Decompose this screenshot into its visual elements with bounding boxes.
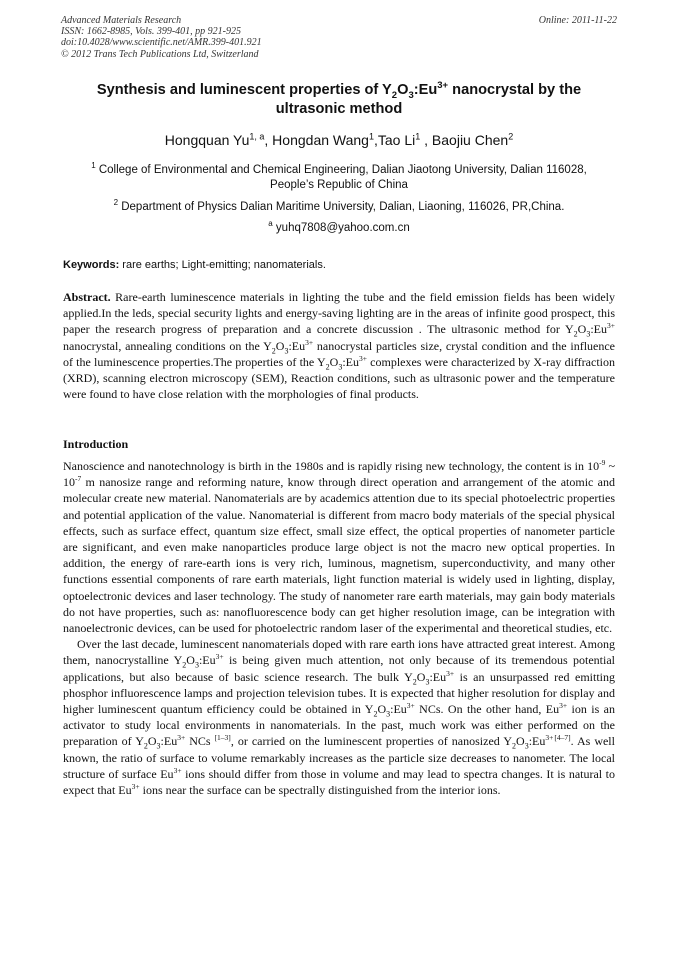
title-text: Synthesis and luminescent properties of Y [96, 82, 392, 98]
affiliation-text: College of Environmental and Chemical Engineering, Dalian Jiaotong University, Dalian 116028, [95, 164, 587, 176]
formula-sub: 2 [271, 346, 276, 355]
paragraph-text: is an unsurpassed red emitting phosphor influorescence lamps and projection television tubes. It is expected that higher resolution for display and higher luminescent quantum efficiency could be obtained in Y [63, 669, 616, 717]
formula-sup: 3+ [215, 652, 224, 662]
formula-text: :Eu [528, 734, 546, 749]
online-date: Online: 2011-11-22 [538, 15, 617, 26]
formula-sub: 2 [512, 741, 517, 751]
formula-text: :Eu [160, 734, 178, 749]
title-text: :Eu [413, 82, 438, 98]
formula-sup: 3+ [545, 733, 554, 743]
formula-sub: 3 [386, 709, 391, 719]
email-address: yuhq7808@yahoo.com.cn [272, 222, 410, 234]
title-sup: 3+ [437, 80, 449, 92]
abstract-text: nanocrystal, annealing conditions on the Y [63, 338, 272, 353]
citation-ref: [1–3] [214, 733, 231, 743]
author-affiliation-mark: 1 [368, 131, 374, 142]
author-email [61, 221, 617, 236]
exponent: -7 [75, 474, 82, 484]
journal-doi: doi:10.4028/www.scientific.net/AMR.399-401.921 [61, 37, 262, 49]
author-affiliation-mark: 1 [415, 131, 421, 142]
formula-text: :Eu [342, 354, 359, 369]
keywords-text: rare earths; Light-emitting; nanomaterials. [119, 259, 326, 271]
paragraph-text: ~ 10 [63, 459, 615, 490]
formula-sup: 3+ [607, 321, 615, 331]
keywords-label: Keywords: [63, 259, 120, 271]
author-name: , Baojiu Chen [420, 132, 509, 148]
paragraph [63, 636, 615, 798]
formula-text: :Eu [390, 702, 407, 717]
introduction-body [63, 458, 615, 798]
author-name: Hongquan Yu [164, 132, 250, 148]
title-line-2: ultrasonic method [275, 101, 403, 117]
author-list [61, 131, 617, 149]
affiliation-2 [61, 200, 617, 215]
paragraph-text: NCs. On the other hand, Eu [414, 702, 560, 717]
formula-sub: 3 [524, 741, 529, 751]
abstract-text: nanocrystal particles size, crystal condition and the influence of the luminescence properties.The properties of the Y [63, 338, 616, 369]
formula-text: :Eu [198, 653, 216, 668]
formula-sup: 3+ [305, 337, 314, 347]
paragraph-text: , or carried on the luminescent properties of nanosized Y [230, 734, 513, 749]
citation-ref: [4–7] [554, 733, 571, 743]
abstract-text: complexes were characterized by X-ray diffraction (XRD), scanning electron microscopy (SEM), Reaction conditions, such as ultrasonic power and the temperature were found to have close relation with the morphologies of final products. [63, 354, 615, 402]
abstract-label: Abstract. [63, 290, 111, 304]
email-mark: a [268, 219, 273, 229]
affiliation-1 [61, 163, 617, 193]
formula-sub: 2 [325, 362, 330, 372]
abstract [63, 289, 615, 402]
exponent: -9 [599, 458, 606, 467]
paper-title [61, 81, 617, 119]
affiliation-text: People’s Republic of China [270, 179, 408, 191]
paragraph-text: m nanosize range and reforming nature, know through direct operation and arrangement of the atomic and molecular create new material. Nanomaterials are by academics attention due to its special photoelectric properties and potential application of the value. Nanomaterial is different from macro body materials of the special physical effects, such as surface effect, quantum size effect, small size effect, the optical properties of nanometer particle are significant, and even make nanoparticles produce large object is not the macro new optical properties. In addition, the energy of rare-earth ions is very rich, luminous, magnetism, superconductivity, and many other functions essential components of rare earth materials, light function material is widely used in lighting, display, optoelectronic devices and laser technology. The study of nanometer rare earth materials, may gain body materials do not have properties, such as: nanofluorescence body can get higher resolution image, can be integration with nanoelectronic devices, can be used for photoelectric random laser of the experimental and theoretical studies, etc. [63, 475, 615, 636]
formula-sub: 3 [586, 329, 591, 339]
journal-header [61, 15, 617, 60]
paragraph-text: is being given much attention, not only because of its tremendous potential applications, but also because of basic science research. The bulk Y [63, 653, 615, 684]
formula-sup: 3+ [173, 765, 182, 775]
formula-sup: 3+ [177, 733, 186, 743]
formula-sub: 2 [573, 329, 578, 339]
formula-sub: 3 [156, 741, 161, 751]
abstract-text: Rare-earth luminescence materials in lighting the tube and the field emission fields has been widely applied.In the leds, special security lights and energy-saving lighting are in the areas of infinite good prospect, this paper the research progress of preparation and a concrete discussion . The ultrasonic method for Y [63, 290, 615, 337]
formula-sub: 2 [373, 709, 378, 719]
paragraph-text: ion is an activator to study local environments in nanomaterials. In the past, much work was either performed on the preparation of Y [63, 702, 615, 749]
formula-text: O [416, 669, 426, 684]
formula-sub: 2 [412, 677, 417, 687]
journal-name: Advanced Materials Research [61, 15, 182, 26]
journal-copyright: © 2012 Trans Tech Publications Ltd, Switzerland [61, 48, 259, 60]
paragraph-text: ions near the surface can be spectrally distinguished from the interior ions. [139, 783, 501, 798]
formula-text: O [377, 702, 387, 717]
keywords [63, 258, 617, 272]
author-affiliation-mark: 1, a [249, 131, 265, 142]
author-name: ,Tao Li [373, 132, 416, 148]
formula-text: :Eu [429, 669, 447, 684]
author-name: , Hongdan Wang [264, 132, 369, 148]
formula-sup: 3+ [446, 668, 455, 678]
formula-text: :Eu [590, 322, 608, 337]
formula-sup: 3+ [559, 701, 568, 711]
formula-sup: 3+ [406, 701, 415, 711]
formula-sup: 3+ [131, 782, 140, 792]
formula-text: O [516, 734, 525, 749]
paragraph-text: Nanoscience and nanotechnology is birth in the 1980s and is rapidly rising new technology, the content is in 10 [63, 459, 600, 473]
title-sub: 2 [391, 89, 398, 101]
section-heading-introduction: Introduction [63, 437, 129, 451]
formula-text: O [329, 354, 339, 369]
affiliation-text: Department of Physics Dalian Maritime University, Dalian, Liaoning, 116026, PR,China. [118, 201, 565, 213]
formula-sup: 3+ [359, 353, 367, 363]
formula-sub: 2 [143, 741, 148, 751]
journal-issn: ISSN: 1662-8985, Vols. 399-401, pp 921-925 [61, 26, 241, 38]
formula-text: O [275, 338, 285, 353]
formula-sub: 3 [338, 362, 343, 372]
affiliation-number: 2 [113, 198, 119, 208]
paragraph-text: Over the last decade, luminescent nanomaterials doped with rare earth ions have attracted great interest. Among them, nanocrystalline Y [63, 637, 615, 668]
formula-sub: 3 [194, 660, 199, 670]
paragraph [63, 458, 615, 636]
formula-text: O [577, 322, 587, 337]
affiliation-number: 1 [91, 161, 96, 171]
title-text: nanocrystal by the [448, 82, 582, 98]
paragraph-text: ions should differ from those in volume and may lead to spectra changes. It is natural to expect that Eu [63, 766, 615, 798]
paragraph-text: NCs [185, 734, 215, 749]
title-text: O [397, 82, 409, 98]
formula-sub: 2 [182, 660, 187, 670]
formula-text: O [147, 734, 157, 749]
author-affiliation-mark: 2 [508, 131, 514, 142]
paragraph-text: . As well known, the ratio of surface to volume remarkably increases as the particle size decreases to nanometer. The local structure of surface Eu [63, 734, 615, 781]
formula-text: O [186, 653, 195, 668]
formula-sub: 3 [425, 677, 430, 687]
title-sub: 3 [408, 89, 414, 101]
formula-sub: 3 [284, 346, 289, 355]
formula-text: :Eu [288, 338, 306, 353]
